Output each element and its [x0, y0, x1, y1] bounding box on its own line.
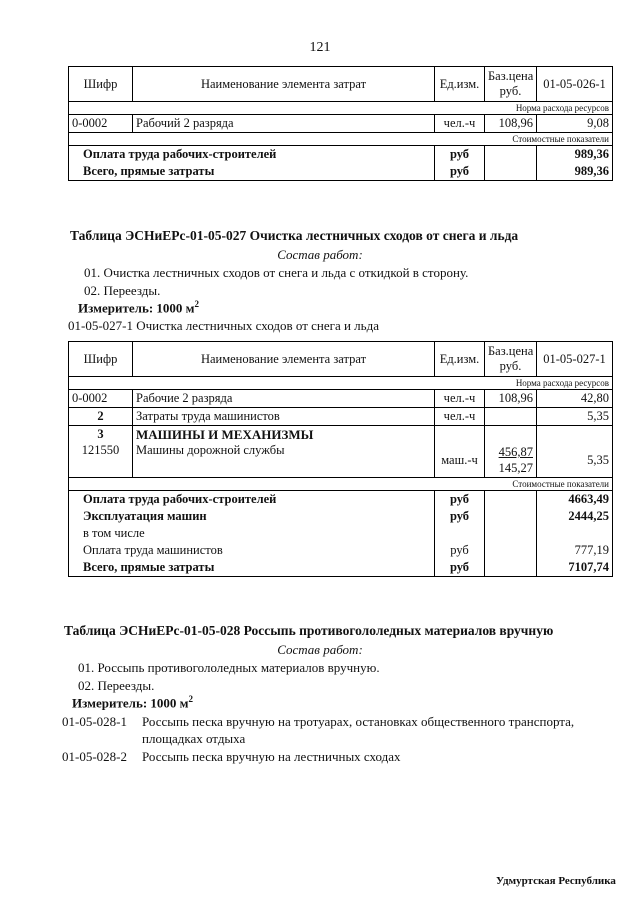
- row-value: 5,35: [537, 408, 613, 426]
- composition-item: 02. Переезды.: [84, 283, 161, 298]
- code-entry: [62, 749, 401, 765]
- code-text: Россыпь песка вручную на тротуарах, остановках общественного транспорта,: [142, 714, 575, 729]
- norm-label: Норма расхода ресурсов: [69, 377, 613, 390]
- row-code: 0-0002: [69, 115, 133, 133]
- row-unit: чел.-ч: [435, 408, 485, 426]
- subcode: 01-05-027-1 Очистка лестничных сходов от снега и льда: [68, 318, 379, 333]
- row-name: Машины дорожной службы: [133, 443, 435, 478]
- row-name: Рабочий 2 разряда: [133, 115, 435, 133]
- code-text: Россыпь песка вручную на лестничных сходах: [142, 749, 401, 764]
- composition-label: Состав работ:: [277, 247, 363, 262]
- total-labor: Оплата труда рабочих-строителей: [69, 146, 435, 164]
- total-direct-unit: руб: [435, 163, 485, 181]
- header-id: 01-05-026-1: [537, 67, 613, 102]
- total-labor-value: 989,36: [537, 146, 613, 164]
- row-code: 0-0002: [69, 390, 133, 408]
- row-unit: чел.-ч: [435, 390, 485, 408]
- header-code: Шифр: [69, 342, 133, 377]
- row-price-base: 456,87: [498, 445, 533, 459]
- total-unit: руб: [435, 542, 485, 559]
- table-01-05-026: [68, 66, 613, 181]
- code-text-cont: площадках отдыха: [142, 731, 246, 746]
- total-value: 4663,49: [537, 491, 613, 509]
- row-value: 9,08: [537, 115, 613, 133]
- table-01-05-027: [68, 341, 613, 577]
- row-code: 2: [69, 408, 133, 426]
- header-id: 01-05-027-1: [537, 342, 613, 377]
- header-name: Наименование элемента затрат: [133, 67, 435, 102]
- header-code: Шифр: [69, 67, 133, 102]
- total-unit: руб: [435, 508, 485, 525]
- total-direct: Всего, прямые затраты: [69, 163, 435, 181]
- measure: Измеритель: 1000 $м^2$: [78, 299, 200, 316]
- section-title: Таблица ЭСНиЕРс-01-05-028 Россыпь противогололедных материалов вручную: [64, 623, 554, 638]
- norm-label: Норма расхода ресурсов: [69, 102, 613, 115]
- total-value: 777,19: [537, 542, 613, 559]
- row-value: 42,80: [537, 390, 613, 408]
- header-price: Баз.цена руб.: [485, 342, 537, 377]
- row-value: 5,35: [537, 443, 613, 478]
- composition-item: 01. Россыпь противогололедных материалов вручную.: [78, 660, 380, 675]
- row-unit: чел.-ч: [435, 115, 485, 133]
- section-title: Таблица ЭСНиЕРс-01-05-027 Очистка лестничных сходов от снега и льда: [70, 228, 519, 243]
- cost-label: Стоимостные показатели: [69, 133, 613, 146]
- row-price-labor: 145,27: [498, 461, 533, 475]
- header-unit: Ед.изм.: [435, 342, 485, 377]
- page-number: 121: [309, 40, 331, 55]
- measure: Измеритель: 1000 $м^2$: [72, 694, 194, 711]
- composition-item: 02. Переезды.: [78, 678, 155, 693]
- composition-label: Состав работ:: [277, 642, 363, 657]
- total-direct-value: 989,36: [537, 163, 613, 181]
- header-price: Баз.цена руб.: [485, 67, 537, 102]
- cost-label: Стоимостные показатели: [69, 478, 613, 491]
- code: 01-05-028-1: [62, 714, 127, 729]
- row-code: 3: [69, 426, 133, 444]
- footer-region: Удмуртская Республика: [496, 875, 616, 887]
- row-price: 108,96: [485, 390, 537, 408]
- total-unit: руб: [435, 559, 485, 577]
- total-direct: Всего, прямые затраты: [69, 559, 435, 577]
- row-price: 108,96: [485, 115, 537, 133]
- row-unit: маш.-ч: [435, 443, 485, 478]
- header-name: Наименование элемента затрат: [133, 342, 435, 377]
- row-code: 121550: [69, 443, 133, 478]
- including: в том числе: [69, 525, 435, 542]
- row-name: Затраты труда машинистов: [133, 408, 435, 426]
- header-unit: Ед.изм.: [435, 67, 485, 102]
- total-value: 2444,25: [537, 508, 613, 525]
- total-value: 7107,74: [537, 559, 613, 577]
- total-labor: Оплата труда рабочих-строителей: [69, 491, 435, 509]
- code-entry: [62, 714, 574, 730]
- total-unit: руб: [435, 491, 485, 509]
- code: 01-05-028-2: [62, 749, 127, 764]
- total-operators: Оплата труда машинистов: [69, 542, 435, 559]
- total-machines: Эксплуатация машин: [69, 508, 435, 525]
- row-name: Рабочие 2 разряда: [133, 390, 435, 408]
- row-name: МАШИНЫ И МЕХАНИЗМЫ: [133, 426, 435, 444]
- composition-item: 01. Очистка лестничных сходов от снега и льда с откидкой в сторону.: [84, 265, 469, 280]
- total-labor-unit: руб: [435, 146, 485, 164]
